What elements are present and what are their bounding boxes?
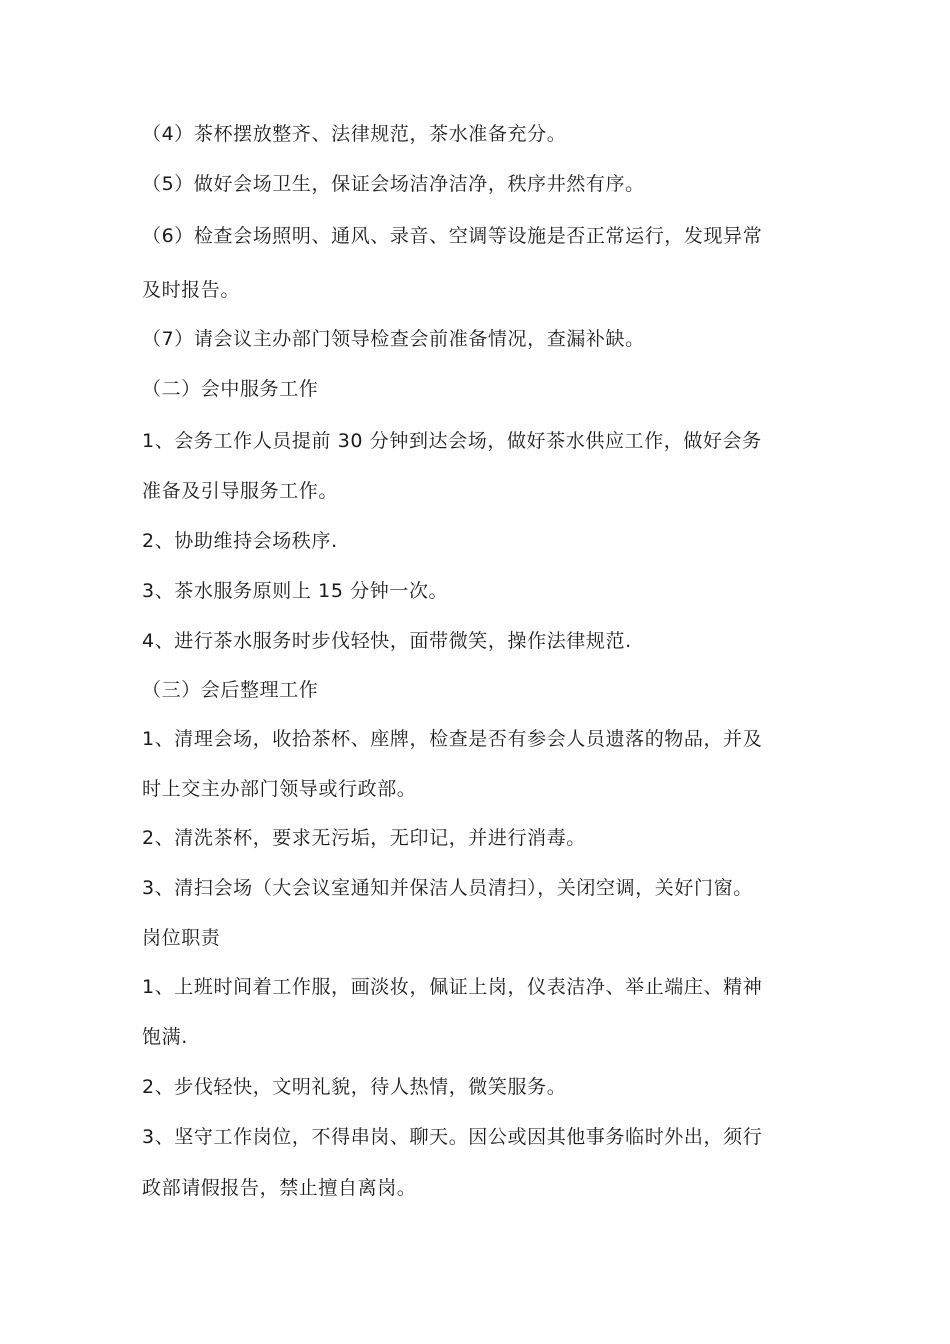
section-heading: 岗位职责 [142, 927, 221, 949]
text-line: 2、协助维持会场秩序. [142, 530, 338, 552]
text-line: 2、步伐轻快，文明礼貌，待人热情，微笑服务。 [142, 1076, 567, 1098]
text-line: 3、清扫会场（大会议室通知并保洁人员清扫），关闭空调，关好门窗。 [142, 877, 753, 899]
text-line: （5）做好会场卫生，保证会场洁净洁净，秩序井然有序。 [142, 173, 645, 195]
text-line: 1、清理会场，收拾茶杯、座牌，检查是否有参会人员遗落的物品，并及 [142, 728, 763, 750]
text-line: 3、坚守工作岗位，不得串岗、聊天。因公或因其他事务临时外出，须行 [142, 1126, 763, 1148]
text-line: 4、进行茶水服务时步伐轻快，面带微笑，操作法律规范. [142, 630, 632, 652]
text-line: 及时报告。 [142, 279, 241, 301]
text-line: 2、清洗茶杯，要求无污垢，无印记，并进行消毒。 [142, 827, 586, 849]
text-line: （4）茶杯摆放整齐、法律规范，茶水准备充分。 [142, 123, 567, 145]
text-line: 3、茶水服务原则上 15 分钟一次。 [142, 580, 449, 602]
text-line: 1、上班时间着工作服，画淡妆，佩证上岗，仪表洁净、举止端庄、精神 [142, 976, 763, 998]
section-heading: （二）会中服务工作 [142, 378, 319, 400]
text-line: 时上交主办部门领导或行政部。 [142, 778, 417, 800]
text-line: 1、会务工作人员提前 30 分钟到达会场，做好茶水供应工作，做好会务 [142, 430, 762, 452]
text-line: 饱满. [142, 1026, 188, 1048]
section-heading: （三）会后整理工作 [142, 679, 319, 701]
text-line: （6）检查会场照明、通风、录音、空调等设施是否正常运行，发现异常 [142, 225, 763, 247]
text-line: 政部请假报告，禁止擅自离岗。 [142, 1177, 417, 1199]
text-line: 准备及引导服务工作。 [142, 480, 339, 502]
text-line: （7）请会议主办部门领导检查会前准备情况，查漏补缺。 [142, 328, 645, 350]
